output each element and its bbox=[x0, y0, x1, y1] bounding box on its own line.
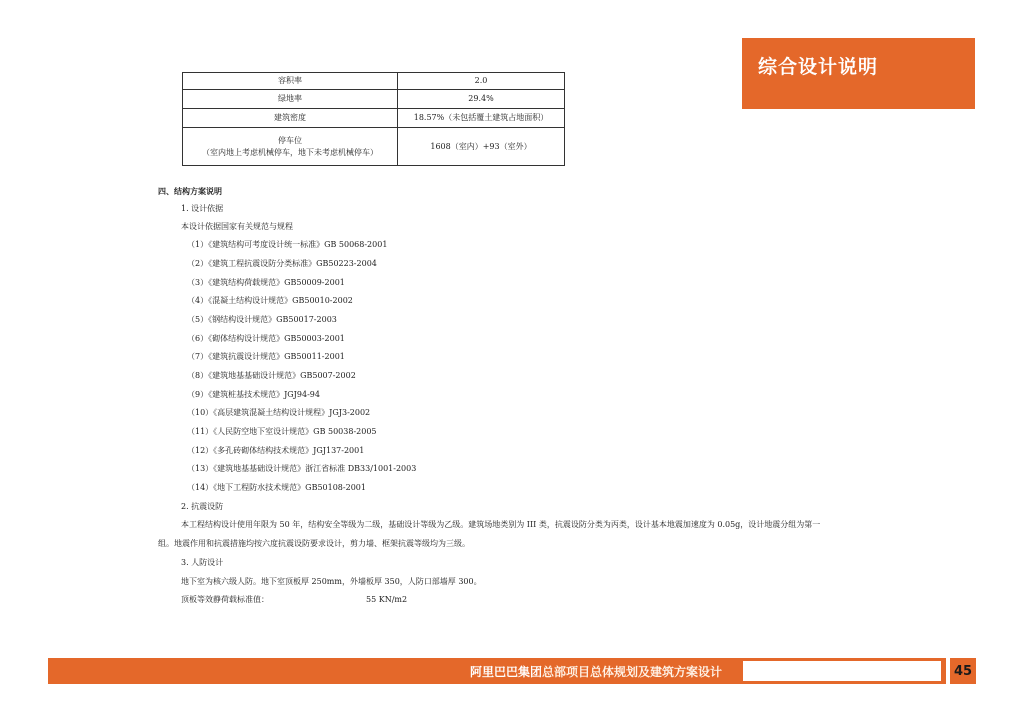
params-table bbox=[182, 72, 565, 166]
table-cell-key-line2: （室内地上考虑机械停车，地下未考虑机械停车） bbox=[202, 147, 378, 157]
table-cell-key-line1: 停车位 bbox=[278, 135, 302, 145]
page-number: 45 bbox=[950, 658, 976, 684]
reference-item: （8）《建筑地基基础设计规范》GB5007-2002 bbox=[187, 371, 356, 380]
table-row bbox=[183, 90, 565, 109]
reference-item: （5）《钢结构设计规范》GB50017-2003 bbox=[187, 315, 337, 324]
page-title: 综合设计说明 bbox=[742, 38, 975, 109]
table-cell-value: 1608（室内）+93（室外） bbox=[398, 128, 565, 166]
reference-item: （1）《建筑结构可考度设计统一标准》GB 50068-2001 bbox=[187, 240, 388, 249]
table-cell-value: 2.0 bbox=[398, 73, 565, 90]
reference-item: （3）《建筑结构荷载规范》GB50009-2001 bbox=[187, 278, 345, 287]
reference-item: （4）《混凝土结构设计规范》GB50010-2002 bbox=[187, 296, 353, 305]
load-label: 顶板等效静荷载标准值： bbox=[181, 595, 269, 604]
reference-item: （7）《建筑抗震设计规范》GB50011-2001 bbox=[187, 352, 345, 361]
table-cell-key: 容积率 bbox=[183, 73, 398, 90]
reference-item: （11）《人民防空地下室设计规范》GB 50038-2005 bbox=[187, 427, 377, 436]
reference-item: （12）《多孔砖砌体结构技术规范》JGJ137-2001 bbox=[187, 446, 365, 455]
paragraph: 组。地震作用和抗震措施均按六度抗震设防要求设计，剪力墙、框架抗震等级均为三级。 bbox=[158, 539, 470, 548]
subsection-title: 1. 设计依据 bbox=[181, 204, 224, 213]
table-row bbox=[183, 128, 565, 166]
reference-item: （6）《砌体结构设计规范》GB50003-2001 bbox=[187, 334, 345, 343]
reference-item: （10）《高层建筑混凝土结构设计规程》JGJ3-2002 bbox=[187, 408, 371, 417]
footer-blank-box bbox=[742, 660, 942, 682]
table-cell-key: 绿地率 bbox=[183, 90, 398, 109]
reference-item: （9）《建筑桩基技术规范》JGJ94-94 bbox=[187, 390, 320, 399]
table-row bbox=[183, 73, 565, 90]
paragraph: 本工程结构设计使用年限为 50 年，结构安全等级为二级，基础设计等级为乙级。建筑场地类别为 III 类，抗震设防分类为丙类，设计基本地震加速度为 0.05g，设计地震分组为第一 bbox=[181, 520, 821, 529]
table-cell-key: 建筑密度 bbox=[183, 109, 398, 128]
reference-item: （13）《建筑地基基础设计规范》浙江省标准 DB33/1001-2003 bbox=[187, 464, 417, 473]
section-heading: 四、结构方案说明 bbox=[158, 187, 222, 196]
subsection-title: 2. 抗震设防 bbox=[181, 502, 224, 511]
table-cell-value: 29.4% bbox=[398, 90, 565, 109]
reference-item: （2）《建筑工程抗震设防分类标准》GB50223-2004 bbox=[187, 259, 377, 268]
table-cell-value: 18.57%（未包括覆土建筑占地面积） bbox=[398, 109, 565, 128]
load-value: 55 KN/m2 bbox=[366, 595, 408, 604]
table-row bbox=[183, 109, 565, 128]
paragraph: 本设计依据国家有关规范与规程 bbox=[181, 222, 293, 231]
table-cell-key bbox=[183, 128, 398, 166]
paragraph: 地下室为核六级人防。地下室顶板厚 250mm，外墙板厚 350，人防口部墙厚 300。 bbox=[181, 577, 482, 586]
reference-item: （14）《地下工程防水技术规范》GB50108-2001 bbox=[187, 483, 366, 492]
footer-project-name: 总部项目总体规划及建筑方案设计 bbox=[542, 665, 723, 679]
subsection-title: 3. 人防设计 bbox=[181, 558, 224, 567]
footer-title bbox=[470, 663, 722, 680]
footer-group-name: 阿里巴巴集团 bbox=[470, 665, 543, 679]
